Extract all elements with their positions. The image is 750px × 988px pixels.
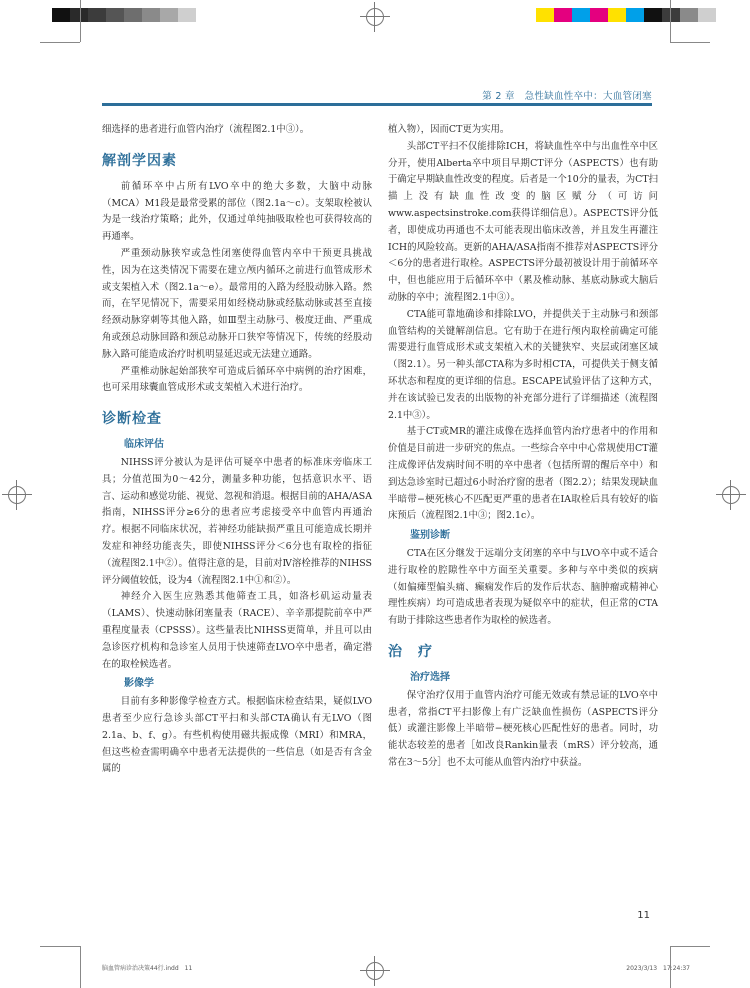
right-column <box>388 122 658 772</box>
color-swatch <box>88 8 106 22</box>
paragraph: 严重颈动脉狭窄或急性闭塞使得血管内卒中干预更具挑战性，因为在这类情况下需要在建立颅内循环之前进行血管成形术或支架植入术（图2.1a～e）。最常用的入路为经股动脉入路。然而，在罕见情况下，需要采用如经桡动脉或经肱动脉或甚至直接经颈动脉穿刺等其他入路，如Ⅲ型主动脉弓、极度迂曲、严重成角或颈总动脉回路和颈总动脉开口狭窄等情况下，传统的经股动脉入路可能造成治疗时机明显延迟或无法建立通路。 <box>102 247 372 360</box>
color-swatch <box>106 8 124 22</box>
page-number: 11 <box>637 910 650 921</box>
paragraph: 保守治疗仅用于血管内治疗可能无效或有禁忌证的LVO卒中患者，常指CT平扫影像上有广泛缺血性损伤（ASPECTS评分低）或灌注影像上半暗带−梗死核心匹配性好的患者。同时，功能状态较差的患者［如改良Rankin量表（mRS）评分较高，通常在3～5分］也不太可能从血管内治疗中获益。 <box>388 689 658 768</box>
crop-mark <box>670 42 710 43</box>
paragraph: 基于CT或MR的灌注成像在选择血管内治疗患者中的作用和价值是目前进一步研究的焦点。一些综合卒中中心常规使用CT灌注成像评估发病时间不明的卒中患者（包括所谓的醒后卒中）和到达急诊室时已超过6小时治疗窗的患者（图2.2）；结果发现缺血半暗带−梗死核心不匹配更严重的患者在IA取栓后具有较好的临床预后（流程图2.1中③；图2.1c）。 <box>388 426 658 522</box>
section-heading-anatomy: 解剖学因素 <box>102 152 177 169</box>
paragraph: 头部CT平扫不仅能排除ICH，将缺血性卒中与出血性卒中区分开，使用Alberta卒中项目早期CT评分（ASPECTS）也有助于确定早期缺血性改变的程度。后者是一个10分的量表，为CT扫描上没有缺血性改变的脑区赋分（可访问www.aspectsinstroke.com获得详细信息）。ASPECTS评分低者，即使成功再通也不太可能表现出临床改善，并且发生再灌注ICH的风险较高。更新的AHA/ASA指南不推荐对ASPECTS评分＜6分的患者进行取栓。ASPECTS评分最初被设计用于前循环卒中，但也能应用于后循环卒中（累及椎动脉、基底动脉或大脑后动脉的卒中；流程图2.1中③）。 <box>388 140 658 303</box>
crop-mark <box>80 946 81 988</box>
paragraph: 前循环卒中占所有LVO卒中的绝大多数，大脑中动脉（MCA）M1段是最常受累的部位（图2.1a～c）。支架取栓被认为是一线治疗策略；此外，仅通过单纯抽吸取栓也可获得较高的再通率。 <box>102 180 372 243</box>
crop-mark <box>670 0 671 42</box>
subheading-treatment-selection: 治疗选择 <box>410 671 450 683</box>
left-column <box>102 122 372 778</box>
subheading-differential-diagnosis: 鉴别诊断 <box>410 530 450 542</box>
color-swatch <box>536 8 554 22</box>
color-swatch <box>124 8 142 22</box>
crop-mark <box>40 946 80 947</box>
color-swatch <box>644 8 662 22</box>
slug-timestamp: 2023/3/13 17:24:37 <box>626 965 690 972</box>
section-heading-treatment: 治 疗 <box>388 643 433 660</box>
paragraph: NIHSS评分被认为是评估可疑卒中患者的标准床旁临床工具；分值范围为0～42分，测量多种功能，包括意识水平、语言、运动和感觉功能、视觉、忽视和消退。根据目前的AHA/ASA指南，NIHSS评分≥6分的患者应考虑接受卒中血管内再通治疗。根据不同临床状况，若神经功能缺损严重且可能造成长期并发症和神经功能丧失，即使NIHSS评分＜6分也有取栓的指征（流程图2.1中②）。值得注意的是，目前对Ⅳ溶栓推荐的NIHSS评分阈值较低，设为4（流程图2.1中①和②）。 <box>102 456 372 586</box>
paragraph: 严重椎动脉起始部狭窄可造成后循环卒中病例的治疗困难，也可采用球囊血管成形术或支架植入术进行治疗。 <box>102 365 372 394</box>
color-swatch <box>680 8 698 22</box>
color-swatch <box>698 8 716 22</box>
color-swatch <box>52 8 70 22</box>
color-swatch <box>626 8 644 22</box>
color-swatch <box>178 8 196 22</box>
slug-file-name: 脑血管病诊治决策44行.indd 11 <box>102 965 193 972</box>
color-swatch <box>662 8 680 22</box>
paragraph: CTA在区分继发于远端分支闭塞的卒中与LVO卒中或不适合进行取栓的腔隙性卒中方面至关重要。多种与卒中类似的疾病（如偏瘫型偏头痛、癫痫发作后的发作后状态、脑肿瘤或精神心理性疾病）均可造成患者表现为疑似卒中的症状，但正常的CTA有助于排除这些患者作为取栓的候选者。 <box>388 547 658 627</box>
registration-mark-top <box>360 2 390 32</box>
paragraph: 神经介入医生应熟悉其他筛查工具，如洛杉矶运动量表（LAMS）、快速动脉闭塞量表（RACE）、辛辛那提院前卒中严重程度量表（CPSSS）。这些量表比NIHSS更简单，并且可以由急诊医疗机构和急诊室人员用于快速筛查LVO卒中患者，确定潜在的取栓候选者。 <box>102 591 372 670</box>
color-swatch <box>160 8 178 22</box>
section-heading-diagnosis: 诊断检查 <box>102 411 162 428</box>
header-rule <box>102 103 652 106</box>
color-swatch <box>554 8 572 22</box>
paragraph: 植入物），因而CT更为实用。 <box>388 124 510 135</box>
color-swatch <box>70 8 88 22</box>
crop-mark <box>670 946 710 947</box>
subheading-clinical-assessment: 临床评估 <box>124 439 164 451</box>
running-head: 第 2 章 急性缺血性卒中：大血管闭塞 <box>482 91 652 102</box>
paragraph: CTA能可靠地确诊和排除LVO，并提供关于主动脉弓和颈部血管结构的关键解剖信息。它有助于在进行颅内取栓前确定可能需要进行血管成形术或支架植入术的关键狭窄、夹层或闭塞区域（图2.1）。另一种头部CTA称为多时相CTA，可提供关于侧支循环状态和程度的更详细的信息。ESCAPE试验评估了这种方式，并在该试验已发表的出版物的补充部分进行了详细描述（流程图2.1中③）。 <box>388 308 658 421</box>
paragraph: 目前有多种影像学检查方式。根据临床检查结果，疑似LVO患者至少应行急诊头部CT平扫和头部CTA确认有无LVO（图2.1a、b、f、g）。有些机构使用磁共振成像（MRI）和MRA，但这些检查需明确卒中患者无法提供的一些信息（如是否有含金属的 <box>102 696 372 775</box>
color-swatch <box>608 8 626 22</box>
registration-mark-left <box>2 480 32 510</box>
color-swatch <box>142 8 160 22</box>
paragraph: 细选择的患者进行血管内治疗（流程图2.1中③）。 <box>102 124 310 135</box>
registration-mark-right <box>716 480 746 510</box>
subheading-imaging: 影像学 <box>124 678 154 690</box>
registration-mark-bottom <box>360 956 390 986</box>
crop-mark <box>80 0 81 42</box>
color-swatch <box>572 8 590 22</box>
color-swatch <box>590 8 608 22</box>
crop-mark <box>40 42 80 43</box>
